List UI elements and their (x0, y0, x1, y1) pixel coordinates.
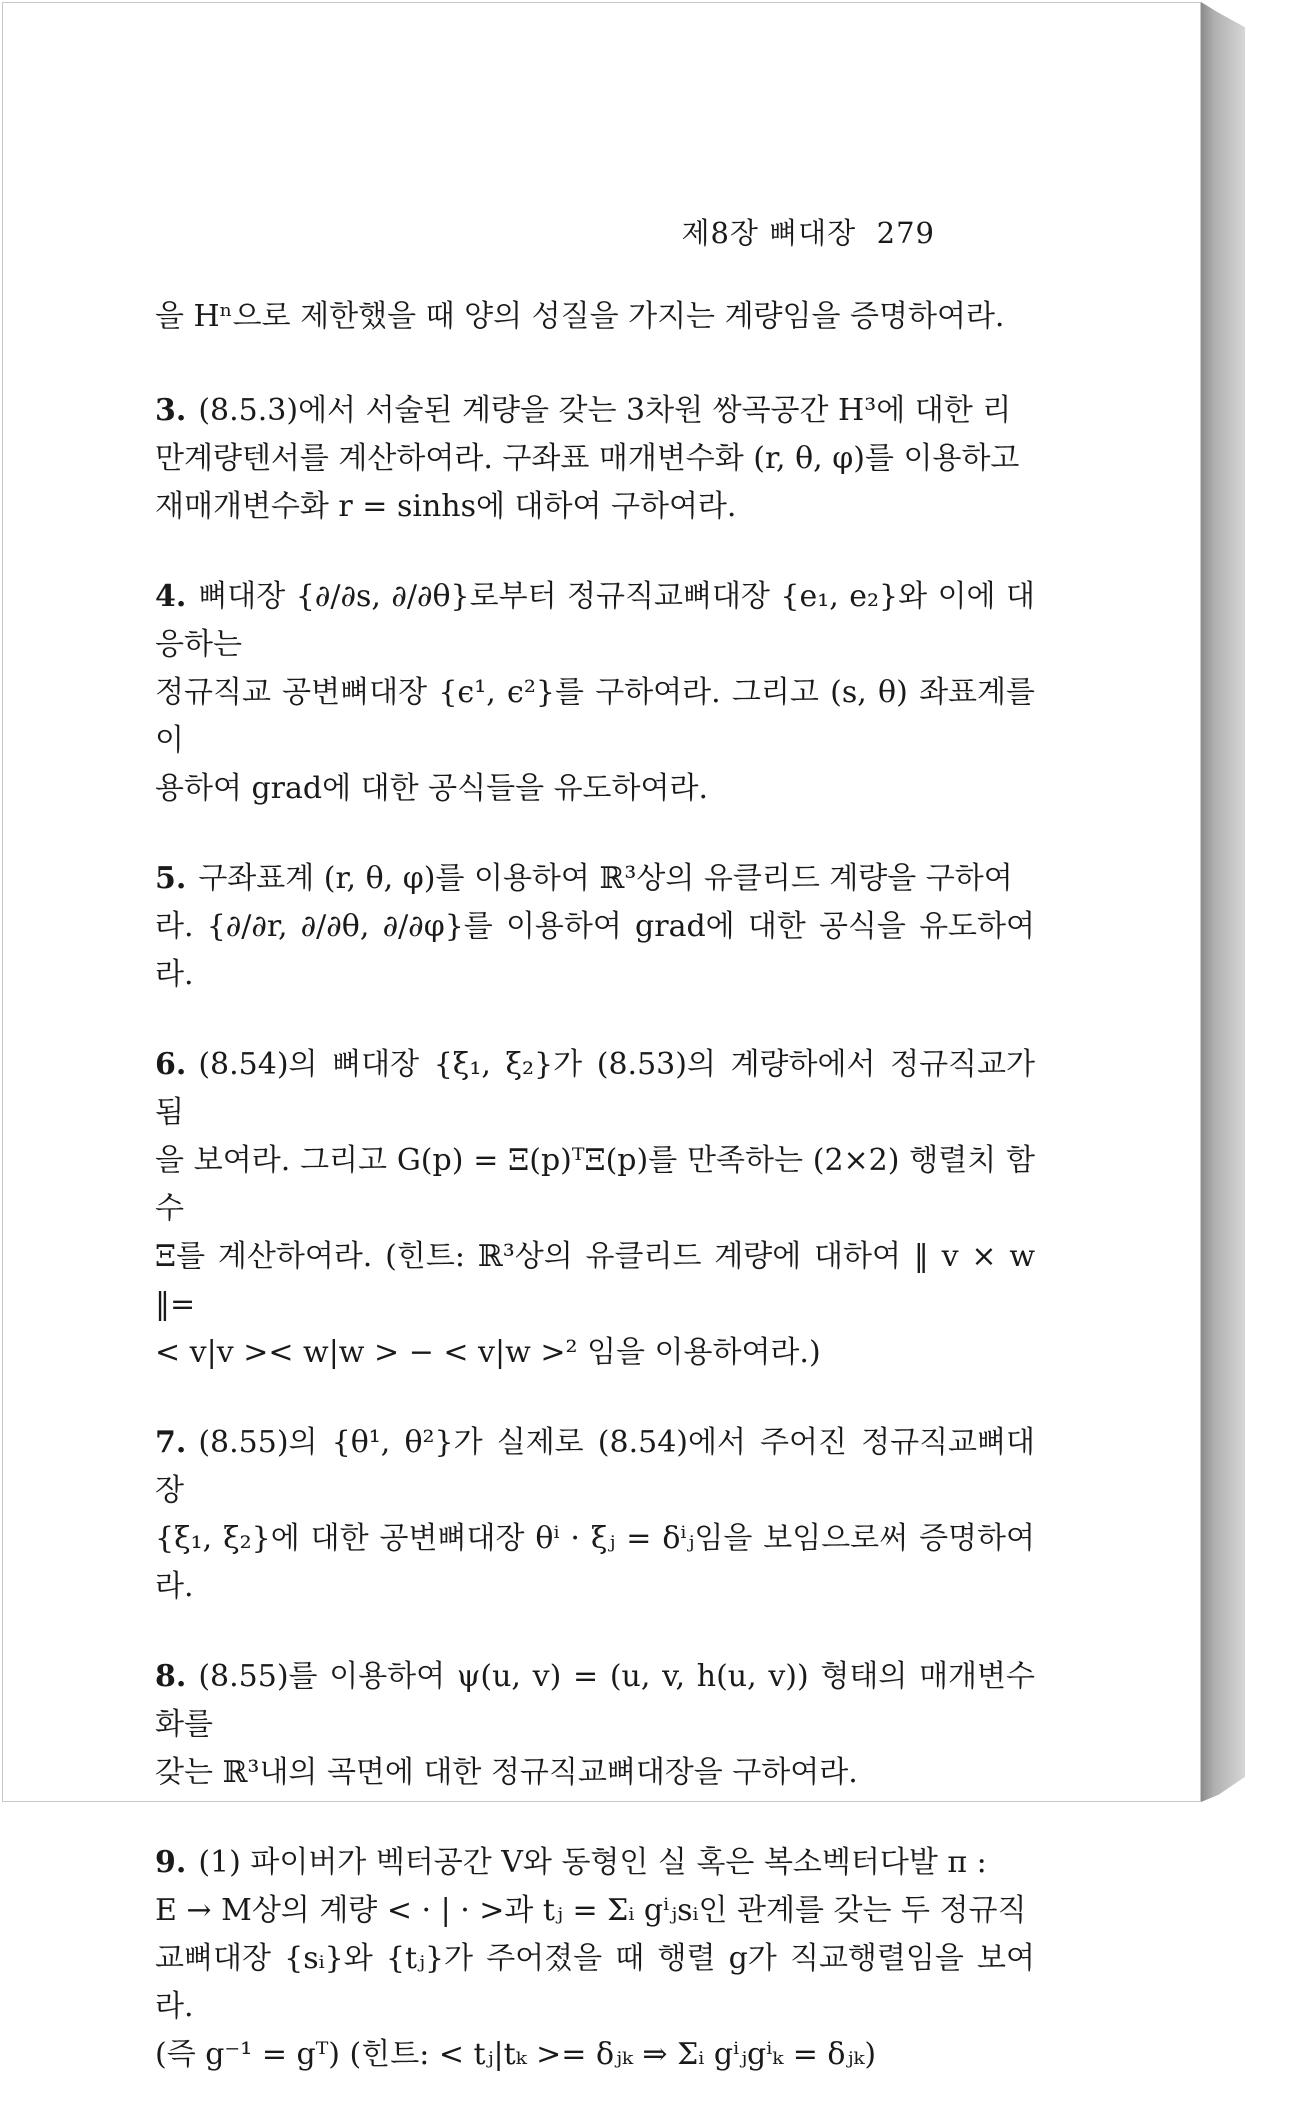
running-header (681, 211, 935, 252)
text-line: 4. 뼈대장 {∂/∂s, ∂/∂θ}로부터 정규직교뼈대장 {e₁, e₂}와 이에 대응하는 (155, 579, 1035, 662)
text-line: 용하여 grad에 대한 공식들을 유도하여라. (155, 771, 709, 806)
page-number: 279 (876, 216, 935, 250)
text-line: (즉 g⁻¹ = gᵀ) (힌트: < tⱼ|tₖ >= δⱼₖ ⇒ Σᵢ gⁱⱼgⁱₖ = δⱼₖ) (155, 2037, 877, 2072)
text-line: 라. {∂/∂r, ∂/∂θ, ∂/∂φ}를 이용하여 grad에 대한 공식을 유도하여라. (155, 909, 1035, 992)
text-line: 6. (8.54)의 뼈대장 {ξ₁, ξ₂}가 (8.53)의 계량하에서 정규직교가 됨 (155, 1047, 1035, 1130)
text-line: 9. (1) 파이버가 벡터공간 V와 동형인 실 혹은 복소벡터다발 π : (155, 1845, 987, 1880)
exercise-number: 9. (155, 1845, 187, 1880)
text-line: 재매개변수화 r = sinhs에 대하여 구하여라. (155, 489, 737, 524)
text-line: 만계량텐서를 계산하여라. 구좌표 매개변수화 (r, θ, φ)를 이용하고 (155, 441, 1020, 476)
exercise-number: 6. (155, 1047, 187, 1082)
text-line: 8. (8.55)를 이용하여 ψ(u, v) = (u, v, h(u, v)) 형태의 매개변수화를 (155, 1659, 1035, 1742)
text-line: Ξ를 계산하여라. (힌트: ℝ³상의 유클리드 계량에 대하여 ‖ v × w ‖= (155, 1239, 1035, 1322)
text-line: 을 보여라. 그리고 G(p) = Ξ(p)ᵀΞ(p)를 만족하는 (2×2) 행렬치 함수 (155, 1143, 1035, 1226)
exercise-number: 4. (155, 579, 187, 614)
text-line: E → M상의 계량 < · | · >과 tⱼ = Σᵢ gⁱⱼsᵢ인 관계를 갖는 두 정규직 (155, 1893, 1027, 1928)
exercise-list (155, 293, 1035, 2121)
exercise-7 (155, 1419, 1035, 1611)
exercise-number: 3. (155, 393, 187, 428)
exercise-8 (155, 1653, 1035, 1797)
book-page (2, 2, 1201, 2072)
text-line: 을 Hⁿ으로 제한했을 때 양의 성질을 가지는 계량임을 증명하여라. (155, 299, 1005, 334)
text-line: 교뼈대장 {sᵢ}와 {tⱼ}가 주어졌을 때 행렬 g가 직교행렬임을 보여라. (155, 1941, 1035, 2024)
exercise-3 (155, 387, 1035, 531)
text-line: 5. 구좌표계 (r, θ, φ)를 이용하여 ℝ³상의 유클리드 계량을 구하여 (155, 861, 1013, 896)
exercise-number: 5. (155, 861, 187, 896)
text-line: 정규직교 공변뼈대장 {ϵ¹, ϵ²}를 구하여라. 그리고 (s, θ) 좌표계를 이 (155, 675, 1035, 758)
exercise-number: 7. (155, 1425, 187, 1460)
chapter-title: 제8장 뼈대장 (681, 216, 857, 250)
exercise-4 (155, 573, 1035, 813)
exercise-6 (155, 1041, 1035, 1377)
text-line: {ξ₁, ξ₂}에 대한 공변뼈대장 θⁱ · ξⱼ = δⁱⱼ임을 보임으로써 증명하여라. (155, 1521, 1035, 1604)
text-line: 갖는 ℝ³내의 곡면에 대한 정규직교뼈대장을 구하여라. (155, 1755, 858, 1790)
exercise-continuation (155, 293, 1035, 341)
text-line: < v|v >< w|w > − < v|w >² 임을 이용하여라.) (155, 1335, 821, 1370)
exercise-9 (155, 1839, 1035, 2079)
page-stack-edge (1201, 2, 1245, 1802)
exercise-5 (155, 855, 1035, 999)
text-line: 3. (8.5.3)에서 서술된 계량을 갖는 3차원 쌍곡공간 H³에 대한 리 (155, 393, 1012, 428)
text-line: 7. (8.55)의 {θ¹, θ²}가 실제로 (8.54)에서 주어진 정규직교뼈대장 (155, 1425, 1035, 1508)
exercise-number: 8. (155, 1659, 187, 1694)
